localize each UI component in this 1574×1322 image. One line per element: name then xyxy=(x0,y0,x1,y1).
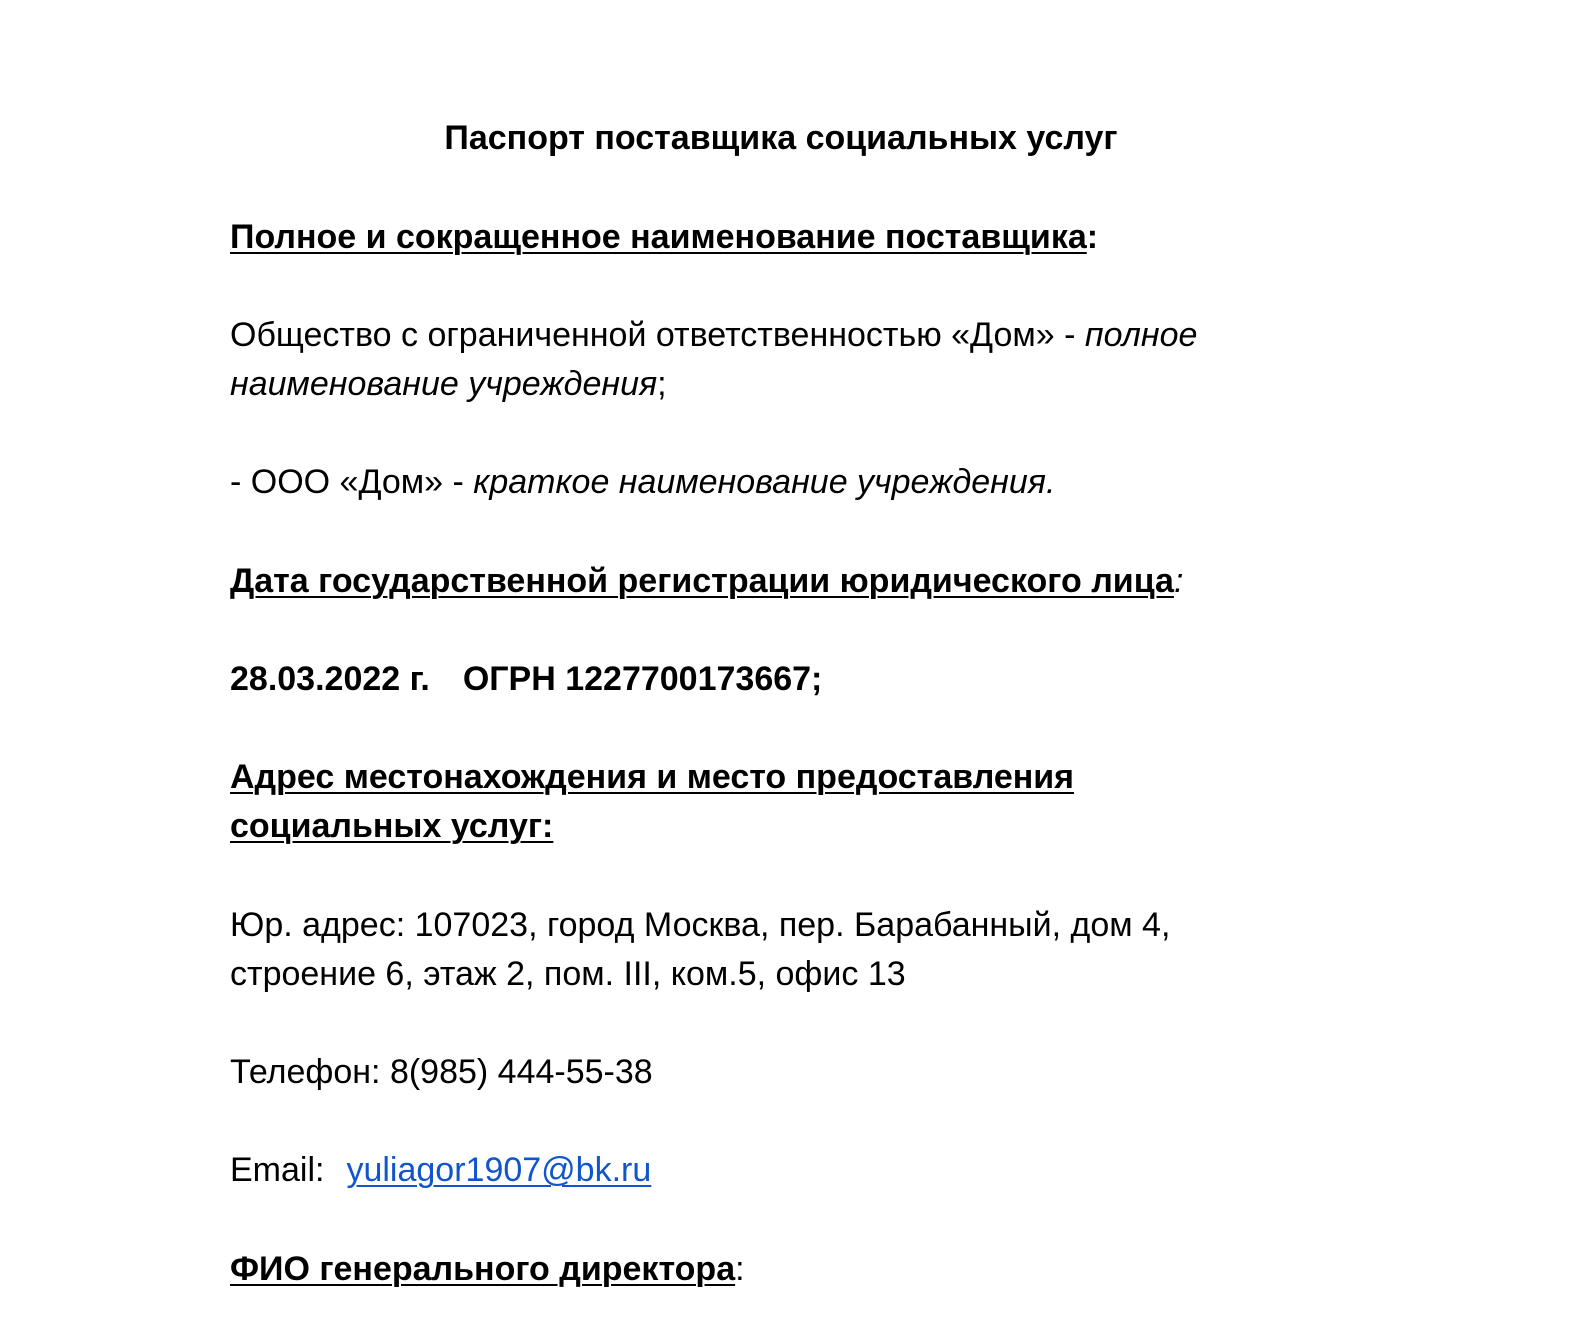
short-name-text: - ООО «Дом» - xyxy=(230,463,474,501)
registration-heading-line xyxy=(230,561,1183,601)
full-name-text: Общество с ограниченной ответственностью «Дом» - xyxy=(230,316,1085,354)
address-heading-part2: социальных услуг: xyxy=(230,807,554,845)
address-heading-part1: Адрес местонахождения и место предоставления xyxy=(230,758,1075,796)
name-section-heading-line xyxy=(230,217,1098,257)
registration-details-line xyxy=(230,659,822,699)
full-name-end: ; xyxy=(657,365,667,403)
phone-label: Телефон: xyxy=(230,1053,390,1091)
address-heading-line-2 xyxy=(230,806,553,846)
name-section-heading-suffix: : xyxy=(1086,218,1099,256)
document-title: Паспорт поставщика социальных услуг xyxy=(444,119,1118,157)
email-line xyxy=(230,1150,651,1190)
registration-heading: Дата государственной регистрации юридического лица xyxy=(230,562,1174,600)
email-link[interactable]: yuliagor1907@bk.ru xyxy=(346,1151,652,1189)
director-heading-line xyxy=(230,1249,745,1289)
address-line-2: строение 6, этаж 2, пом. III, ком.5, офис 13 xyxy=(230,955,906,993)
address-line-1: Юр. адрес: 107023, город Москва, пер. Барабанный, дом 4, xyxy=(230,906,1171,944)
full-name-note-part2: наименование учреждения xyxy=(230,365,658,403)
phone-number: 8(985) 444-55-38 xyxy=(389,1053,653,1091)
director-heading-suffix: : xyxy=(735,1250,745,1288)
short-name-note: краткое наименование учреждения. xyxy=(473,463,1056,501)
director-heading: ФИО генерального директора xyxy=(230,1250,736,1288)
phone-line xyxy=(230,1052,653,1092)
registration-ogrn: ОГРН 1227700173667; xyxy=(462,660,823,698)
registration-date: 28.03.2022 г. xyxy=(230,660,430,698)
short-name-line xyxy=(230,462,1055,502)
name-section-heading: Полное и сокращенное наименование поставщика xyxy=(230,218,1087,256)
email-label: Email: xyxy=(230,1151,325,1189)
address-heading-line-1 xyxy=(230,757,1074,797)
full-name-line-2 xyxy=(230,364,667,404)
full-name-note-part1: полное xyxy=(1084,316,1198,354)
registration-heading-suffix: : xyxy=(1173,562,1184,600)
full-name-line xyxy=(230,315,1197,355)
